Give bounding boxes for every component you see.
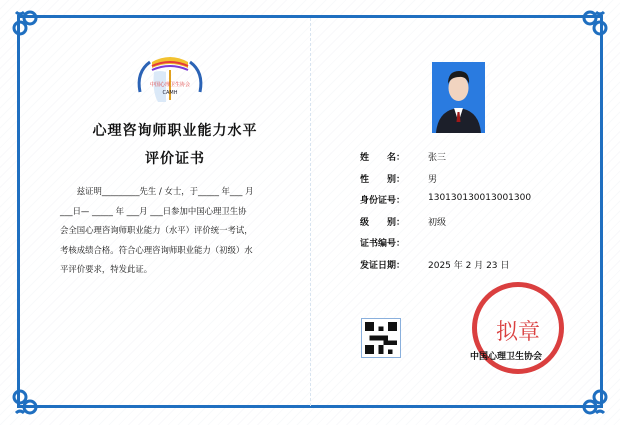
statement-line: 平评价要求，特发此证。 (60, 264, 153, 274)
statement-line: ___日— _____ 年 ___月 ___日参加中国心理卫生协 (60, 205, 247, 216)
field-gender: 性 别： 男 (360, 174, 438, 185)
holder-info (360, 150, 531, 279)
camh-logo-icon (130, 52, 210, 107)
statement-line: 会全国心理咨询师职业能力（水平）评价统一考试， (60, 225, 253, 235)
field-level: 级 别： 初级 (360, 217, 447, 228)
statement-line: 兹证明_________先生 / 女士，于_____ 年___ 月 (60, 186, 254, 196)
certificate-subtitle: 评价证书 (145, 151, 205, 167)
issuing-organization: 中国心理卫生协会 (470, 352, 543, 362)
holder-photo (432, 62, 485, 133)
qr-code-icon[interactable] (361, 318, 401, 358)
field-issue-date: 发证日期： 2025 年 2 月 23 日 (360, 260, 510, 271)
statement-line: 考核成绩合格。符合心理咨询师职业能力（初级）水 (60, 244, 253, 255)
corner-ornament-icon (8, 385, 42, 419)
svg-text:CAMH: CAMH (162, 90, 178, 96)
certificate-statement (60, 182, 278, 280)
center-fold (310, 18, 311, 406)
field-certificate-number: 证书编号： (360, 239, 406, 249)
corner-ornament-icon (8, 6, 42, 40)
field-name: 姓 名： 张三 (360, 153, 447, 163)
corner-ornament-icon (578, 6, 612, 40)
svg-text:中国心理卫生协会: 中国心理卫生协会 (149, 82, 191, 88)
official-seal: 拟章 (472, 282, 564, 374)
field-id-number: 身份证号： 130130130013001300 (360, 193, 532, 206)
certificate-title: 心理咨询师职业能力水平 (92, 123, 258, 139)
corner-ornament-icon (578, 385, 612, 419)
